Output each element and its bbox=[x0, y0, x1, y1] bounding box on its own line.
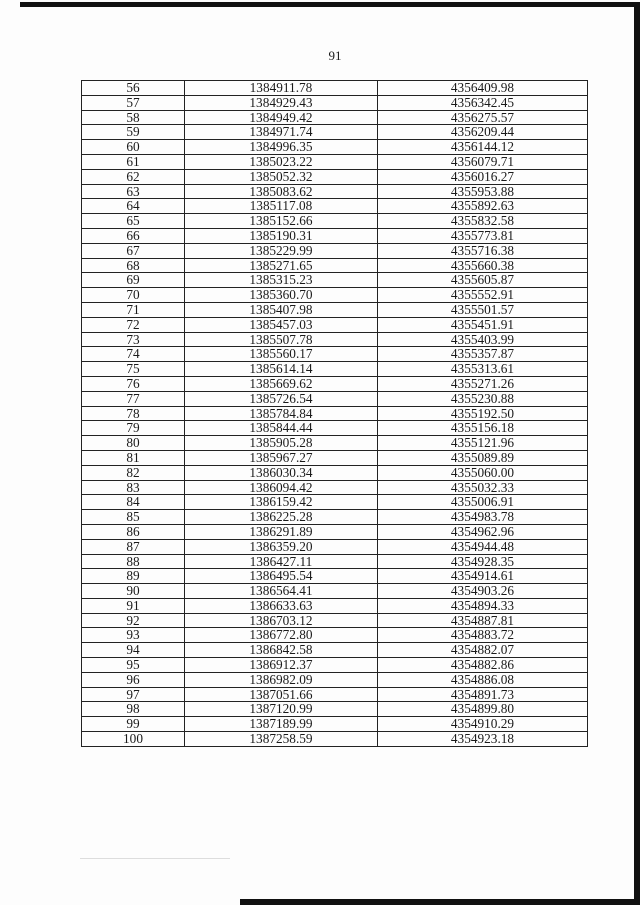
point-number-cell: 79 bbox=[82, 421, 185, 436]
point-number-cell: 62 bbox=[82, 169, 185, 184]
point-number-cell: 87 bbox=[82, 539, 185, 554]
table-row bbox=[82, 613, 588, 628]
point-number-cell: 92 bbox=[82, 613, 185, 628]
table-row bbox=[82, 450, 588, 465]
x-coordinate-cell: 1384971.74 bbox=[185, 125, 378, 140]
x-coordinate-cell: 1387189.99 bbox=[185, 717, 378, 732]
point-number-cell: 63 bbox=[82, 184, 185, 199]
table-row bbox=[82, 628, 588, 643]
y-coordinate-cell: 4354910.29 bbox=[378, 717, 588, 732]
y-coordinate-cell: 4355451.91 bbox=[378, 317, 588, 332]
x-coordinate-cell: 1386772.80 bbox=[185, 628, 378, 643]
y-coordinate-cell: 4354882.07 bbox=[378, 643, 588, 658]
y-coordinate-cell: 4354894.33 bbox=[378, 598, 588, 613]
table-row bbox=[82, 436, 588, 451]
y-coordinate-cell: 4355060.00 bbox=[378, 465, 588, 480]
x-coordinate-cell: 1385023.22 bbox=[185, 154, 378, 169]
y-coordinate-cell: 4354891.73 bbox=[378, 687, 588, 702]
y-coordinate-cell: 4355552.91 bbox=[378, 288, 588, 303]
point-number-cell: 98 bbox=[82, 702, 185, 717]
table-row bbox=[82, 288, 588, 303]
point-number-cell: 90 bbox=[82, 584, 185, 599]
y-coordinate-cell: 4356079.71 bbox=[378, 154, 588, 169]
x-coordinate-cell: 1385560.17 bbox=[185, 347, 378, 362]
x-coordinate-cell: 1386912.37 bbox=[185, 658, 378, 673]
point-number-cell: 85 bbox=[82, 510, 185, 525]
point-number-cell: 82 bbox=[82, 465, 185, 480]
y-coordinate-cell: 4354883.72 bbox=[378, 628, 588, 643]
x-coordinate-cell: 1385083.62 bbox=[185, 184, 378, 199]
point-number-cell: 93 bbox=[82, 628, 185, 643]
point-number-cell: 77 bbox=[82, 391, 185, 406]
table-row bbox=[82, 376, 588, 391]
table-row bbox=[82, 332, 588, 347]
point-number-cell: 67 bbox=[82, 243, 185, 258]
table-row bbox=[82, 199, 588, 214]
table-row bbox=[82, 140, 588, 155]
point-number-cell: 65 bbox=[82, 214, 185, 229]
point-number-cell: 96 bbox=[82, 672, 185, 687]
table-row bbox=[82, 554, 588, 569]
point-number-cell: 81 bbox=[82, 450, 185, 465]
table-row bbox=[82, 169, 588, 184]
table-row bbox=[82, 480, 588, 495]
y-coordinate-cell: 4355716.38 bbox=[378, 243, 588, 258]
x-coordinate-cell: 1385190.31 bbox=[185, 228, 378, 243]
y-coordinate-cell: 4355192.50 bbox=[378, 406, 588, 421]
y-coordinate-cell: 4354886.08 bbox=[378, 672, 588, 687]
point-number-cell: 89 bbox=[82, 569, 185, 584]
table-row bbox=[82, 495, 588, 510]
y-coordinate-cell: 4355156.18 bbox=[378, 421, 588, 436]
y-coordinate-cell: 4356016.27 bbox=[378, 169, 588, 184]
point-number-cell: 91 bbox=[82, 598, 185, 613]
table-row bbox=[82, 702, 588, 717]
x-coordinate-cell: 1385052.32 bbox=[185, 169, 378, 184]
x-coordinate-cell: 1386225.28 bbox=[185, 510, 378, 525]
x-coordinate-cell: 1385507.78 bbox=[185, 332, 378, 347]
y-coordinate-cell: 4356342.45 bbox=[378, 95, 588, 110]
page-number: 91 bbox=[328, 48, 342, 63]
footer-rule bbox=[80, 858, 230, 859]
table-row bbox=[82, 391, 588, 406]
scan-edge-top bbox=[20, 2, 640, 7]
point-number-cell: 84 bbox=[82, 495, 185, 510]
y-coordinate-cell: 4355892.63 bbox=[378, 199, 588, 214]
y-coordinate-cell: 4355313.61 bbox=[378, 362, 588, 377]
y-coordinate-cell: 4354899.80 bbox=[378, 702, 588, 717]
point-number-cell: 86 bbox=[82, 524, 185, 539]
y-coordinate-cell: 4355660.38 bbox=[378, 258, 588, 273]
y-coordinate-cell: 4355271.26 bbox=[378, 376, 588, 391]
table-row bbox=[82, 302, 588, 317]
point-number-cell: 60 bbox=[82, 140, 185, 155]
table-row bbox=[82, 658, 588, 673]
y-coordinate-cell: 4355403.99 bbox=[378, 332, 588, 347]
point-number-cell: 61 bbox=[82, 154, 185, 169]
y-coordinate-cell: 4354882.86 bbox=[378, 658, 588, 673]
x-coordinate-cell: 1385407.98 bbox=[185, 302, 378, 317]
point-number-cell: 88 bbox=[82, 554, 185, 569]
point-number-cell: 76 bbox=[82, 376, 185, 391]
x-coordinate-cell: 1384929.43 bbox=[185, 95, 378, 110]
y-coordinate-cell: 4355357.87 bbox=[378, 347, 588, 362]
point-number-cell: 72 bbox=[82, 317, 185, 332]
x-coordinate-cell: 1384949.42 bbox=[185, 110, 378, 125]
table-row bbox=[82, 421, 588, 436]
table-row bbox=[82, 687, 588, 702]
x-coordinate-cell: 1385669.62 bbox=[185, 376, 378, 391]
table-row bbox=[82, 81, 588, 96]
x-coordinate-cell: 1385315.23 bbox=[185, 273, 378, 288]
table-row bbox=[82, 214, 588, 229]
x-coordinate-cell: 1385614.14 bbox=[185, 362, 378, 377]
table-row bbox=[82, 465, 588, 480]
point-number-cell: 75 bbox=[82, 362, 185, 377]
y-coordinate-cell: 4355032.33 bbox=[378, 480, 588, 495]
x-coordinate-cell: 1385229.99 bbox=[185, 243, 378, 258]
table-row bbox=[82, 643, 588, 658]
point-number-cell: 97 bbox=[82, 687, 185, 702]
table-row bbox=[82, 317, 588, 332]
table-row bbox=[82, 243, 588, 258]
x-coordinate-cell: 1385967.27 bbox=[185, 450, 378, 465]
x-coordinate-cell: 1386094.42 bbox=[185, 480, 378, 495]
table-row bbox=[82, 362, 588, 377]
table-row bbox=[82, 717, 588, 732]
x-coordinate-cell: 1386564.41 bbox=[185, 584, 378, 599]
x-coordinate-cell: 1386982.09 bbox=[185, 672, 378, 687]
x-coordinate-cell: 1385152.66 bbox=[185, 214, 378, 229]
x-coordinate-cell: 1384911.78 bbox=[185, 81, 378, 96]
y-coordinate-cell: 4354944.48 bbox=[378, 539, 588, 554]
x-coordinate-cell: 1385360.70 bbox=[185, 288, 378, 303]
x-coordinate-cell: 1387120.99 bbox=[185, 702, 378, 717]
x-coordinate-cell: 1385905.28 bbox=[185, 436, 378, 451]
x-coordinate-cell: 1386359.20 bbox=[185, 539, 378, 554]
table-row bbox=[82, 539, 588, 554]
point-number-cell: 83 bbox=[82, 480, 185, 495]
y-coordinate-cell: 4354928.35 bbox=[378, 554, 588, 569]
table-row bbox=[82, 598, 588, 613]
table-row bbox=[82, 510, 588, 525]
table-row bbox=[82, 95, 588, 110]
table-row bbox=[82, 406, 588, 421]
point-number-cell: 64 bbox=[82, 199, 185, 214]
table-row bbox=[82, 672, 588, 687]
coordinates-table bbox=[81, 80, 588, 747]
x-coordinate-cell: 1387258.59 bbox=[185, 732, 378, 747]
table-row bbox=[82, 125, 588, 140]
table-row bbox=[82, 184, 588, 199]
point-number-cell: 69 bbox=[82, 273, 185, 288]
y-coordinate-cell: 4355230.88 bbox=[378, 391, 588, 406]
point-number-cell: 66 bbox=[82, 228, 185, 243]
y-coordinate-cell: 4355832.58 bbox=[378, 214, 588, 229]
y-coordinate-cell: 4354903.26 bbox=[378, 584, 588, 599]
y-coordinate-cell: 4354914.61 bbox=[378, 569, 588, 584]
x-coordinate-cell: 1385784.84 bbox=[185, 406, 378, 421]
y-coordinate-cell: 4354962.96 bbox=[378, 524, 588, 539]
point-number-cell: 59 bbox=[82, 125, 185, 140]
table-row bbox=[82, 569, 588, 584]
y-coordinate-cell: 4356409.98 bbox=[378, 81, 588, 96]
y-coordinate-cell: 4355089.89 bbox=[378, 450, 588, 465]
y-coordinate-cell: 4355773.81 bbox=[378, 228, 588, 243]
point-number-cell: 57 bbox=[82, 95, 185, 110]
point-number-cell: 94 bbox=[82, 643, 185, 658]
x-coordinate-cell: 1385117.08 bbox=[185, 199, 378, 214]
point-number-cell: 70 bbox=[82, 288, 185, 303]
table-row bbox=[82, 154, 588, 169]
point-number-cell: 71 bbox=[82, 302, 185, 317]
table-row bbox=[82, 228, 588, 243]
x-coordinate-cell: 1385844.44 bbox=[185, 421, 378, 436]
y-coordinate-cell: 4355605.87 bbox=[378, 273, 588, 288]
point-number-cell: 100 bbox=[82, 732, 185, 747]
coordinates-table-body bbox=[82, 81, 588, 747]
point-number-cell: 78 bbox=[82, 406, 185, 421]
scan-edge-bottom bbox=[240, 899, 640, 905]
y-coordinate-cell: 4355121.96 bbox=[378, 436, 588, 451]
table-row bbox=[82, 110, 588, 125]
y-coordinate-cell: 4354983.78 bbox=[378, 510, 588, 525]
point-number-cell: 95 bbox=[82, 658, 185, 673]
y-coordinate-cell: 4356275.57 bbox=[378, 110, 588, 125]
y-coordinate-cell: 4355501.57 bbox=[378, 302, 588, 317]
point-number-cell: 74 bbox=[82, 347, 185, 362]
table-row bbox=[82, 584, 588, 599]
table-row bbox=[82, 732, 588, 747]
y-coordinate-cell: 4356144.12 bbox=[378, 140, 588, 155]
table-row bbox=[82, 524, 588, 539]
y-coordinate-cell: 4354887.81 bbox=[378, 613, 588, 628]
x-coordinate-cell: 1386703.12 bbox=[185, 613, 378, 628]
x-coordinate-cell: 1387051.66 bbox=[185, 687, 378, 702]
y-coordinate-cell: 4356209.44 bbox=[378, 125, 588, 140]
x-coordinate-cell: 1386159.42 bbox=[185, 495, 378, 510]
x-coordinate-cell: 1386633.63 bbox=[185, 598, 378, 613]
table-row bbox=[82, 258, 588, 273]
x-coordinate-cell: 1385726.54 bbox=[185, 391, 378, 406]
x-coordinate-cell: 1385271.65 bbox=[185, 258, 378, 273]
x-coordinate-cell: 1386842.58 bbox=[185, 643, 378, 658]
point-number-cell: 56 bbox=[82, 81, 185, 96]
table-row bbox=[82, 273, 588, 288]
point-number-cell: 99 bbox=[82, 717, 185, 732]
x-coordinate-cell: 1386030.34 bbox=[185, 465, 378, 480]
x-coordinate-cell: 1384996.35 bbox=[185, 140, 378, 155]
scan-edge-right bbox=[634, 2, 640, 905]
y-coordinate-cell: 4355006.91 bbox=[378, 495, 588, 510]
x-coordinate-cell: 1386495.54 bbox=[185, 569, 378, 584]
table-row bbox=[82, 347, 588, 362]
point-number-cell: 73 bbox=[82, 332, 185, 347]
x-coordinate-cell: 1386291.89 bbox=[185, 524, 378, 539]
y-coordinate-cell: 4355953.88 bbox=[378, 184, 588, 199]
x-coordinate-cell: 1386427.11 bbox=[185, 554, 378, 569]
point-number-cell: 58 bbox=[82, 110, 185, 125]
x-coordinate-cell: 1385457.03 bbox=[185, 317, 378, 332]
y-coordinate-cell: 4354923.18 bbox=[378, 732, 588, 747]
point-number-cell: 68 bbox=[82, 258, 185, 273]
point-number-cell: 80 bbox=[82, 436, 185, 451]
